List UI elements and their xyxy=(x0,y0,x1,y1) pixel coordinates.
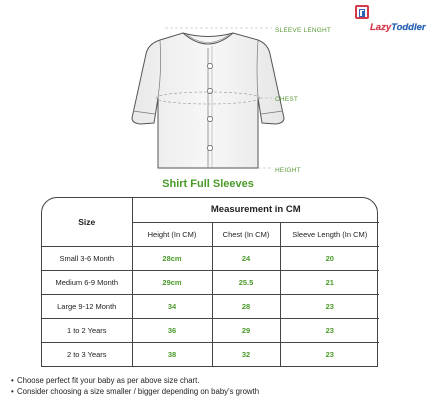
button-icon xyxy=(207,116,212,121)
button-icon xyxy=(207,88,212,93)
chest-cell: 29 xyxy=(212,319,280,343)
size-cell: 2 to 3 Years xyxy=(42,343,132,366)
height-label: HEIGHT xyxy=(275,167,301,174)
size-notes xyxy=(11,375,259,397)
height-column-header: Height (In CM) xyxy=(132,222,212,246)
chest-column-header: Chest (In CM) xyxy=(212,222,280,246)
logo-mark-icon xyxy=(355,5,369,19)
table-row xyxy=(42,294,379,318)
table-row xyxy=(42,319,379,343)
height-cell: 29cm xyxy=(132,270,212,294)
sleeve-column-header: Sleeve Length (In CM) xyxy=(280,222,379,246)
logo-part-1: Lazy xyxy=(370,22,392,33)
height-cell: 28cm xyxy=(132,246,212,270)
chest-label: CHEST xyxy=(275,96,299,103)
chest-cell: 24 xyxy=(212,246,280,270)
product-title: Shirt Full Sleeves xyxy=(162,178,254,190)
sleeve-cell: 21 xyxy=(280,270,379,294)
height-cell: 34 xyxy=(132,294,212,318)
logo-part-2: Toddler xyxy=(391,22,426,33)
measurement-group-header: Measurement in CM xyxy=(132,198,379,222)
height-cell: 36 xyxy=(132,319,212,343)
brand-logo xyxy=(352,2,426,40)
size-column-header: Size xyxy=(42,198,132,246)
table-row xyxy=(42,246,379,270)
size-chart-table xyxy=(41,197,378,367)
table-row xyxy=(42,270,379,294)
note-item: • Consider choosing a size smaller / bigger depending on baby's growth xyxy=(11,386,259,397)
size-cell: Medium 6-9 Month xyxy=(42,270,132,294)
size-cell: Large 9-12 Month xyxy=(42,294,132,318)
button-icon xyxy=(207,145,212,150)
size-cell: 1 to 2 Years xyxy=(42,319,132,343)
logo-wordmark xyxy=(370,22,426,33)
size-cell: Small 3-6 Month xyxy=(42,246,132,270)
chest-cell: 28 xyxy=(212,294,280,318)
table-row xyxy=(42,343,379,366)
note-item: • Choose perfect fit your baby as per above size chart. xyxy=(11,375,259,386)
sleeve-cell: 23 xyxy=(280,319,379,343)
button-icon xyxy=(207,63,212,68)
sleeve-cell: 23 xyxy=(280,294,379,318)
sleeve-cell: 20 xyxy=(280,246,379,270)
chest-cell: 25.5 xyxy=(212,270,280,294)
height-cell: 38 xyxy=(132,343,212,366)
sleeve-cell: 23 xyxy=(325,350,334,360)
chest-cell: 32 xyxy=(212,343,280,366)
sleeve-length-label: SLEEVE LENGHT xyxy=(275,27,332,34)
